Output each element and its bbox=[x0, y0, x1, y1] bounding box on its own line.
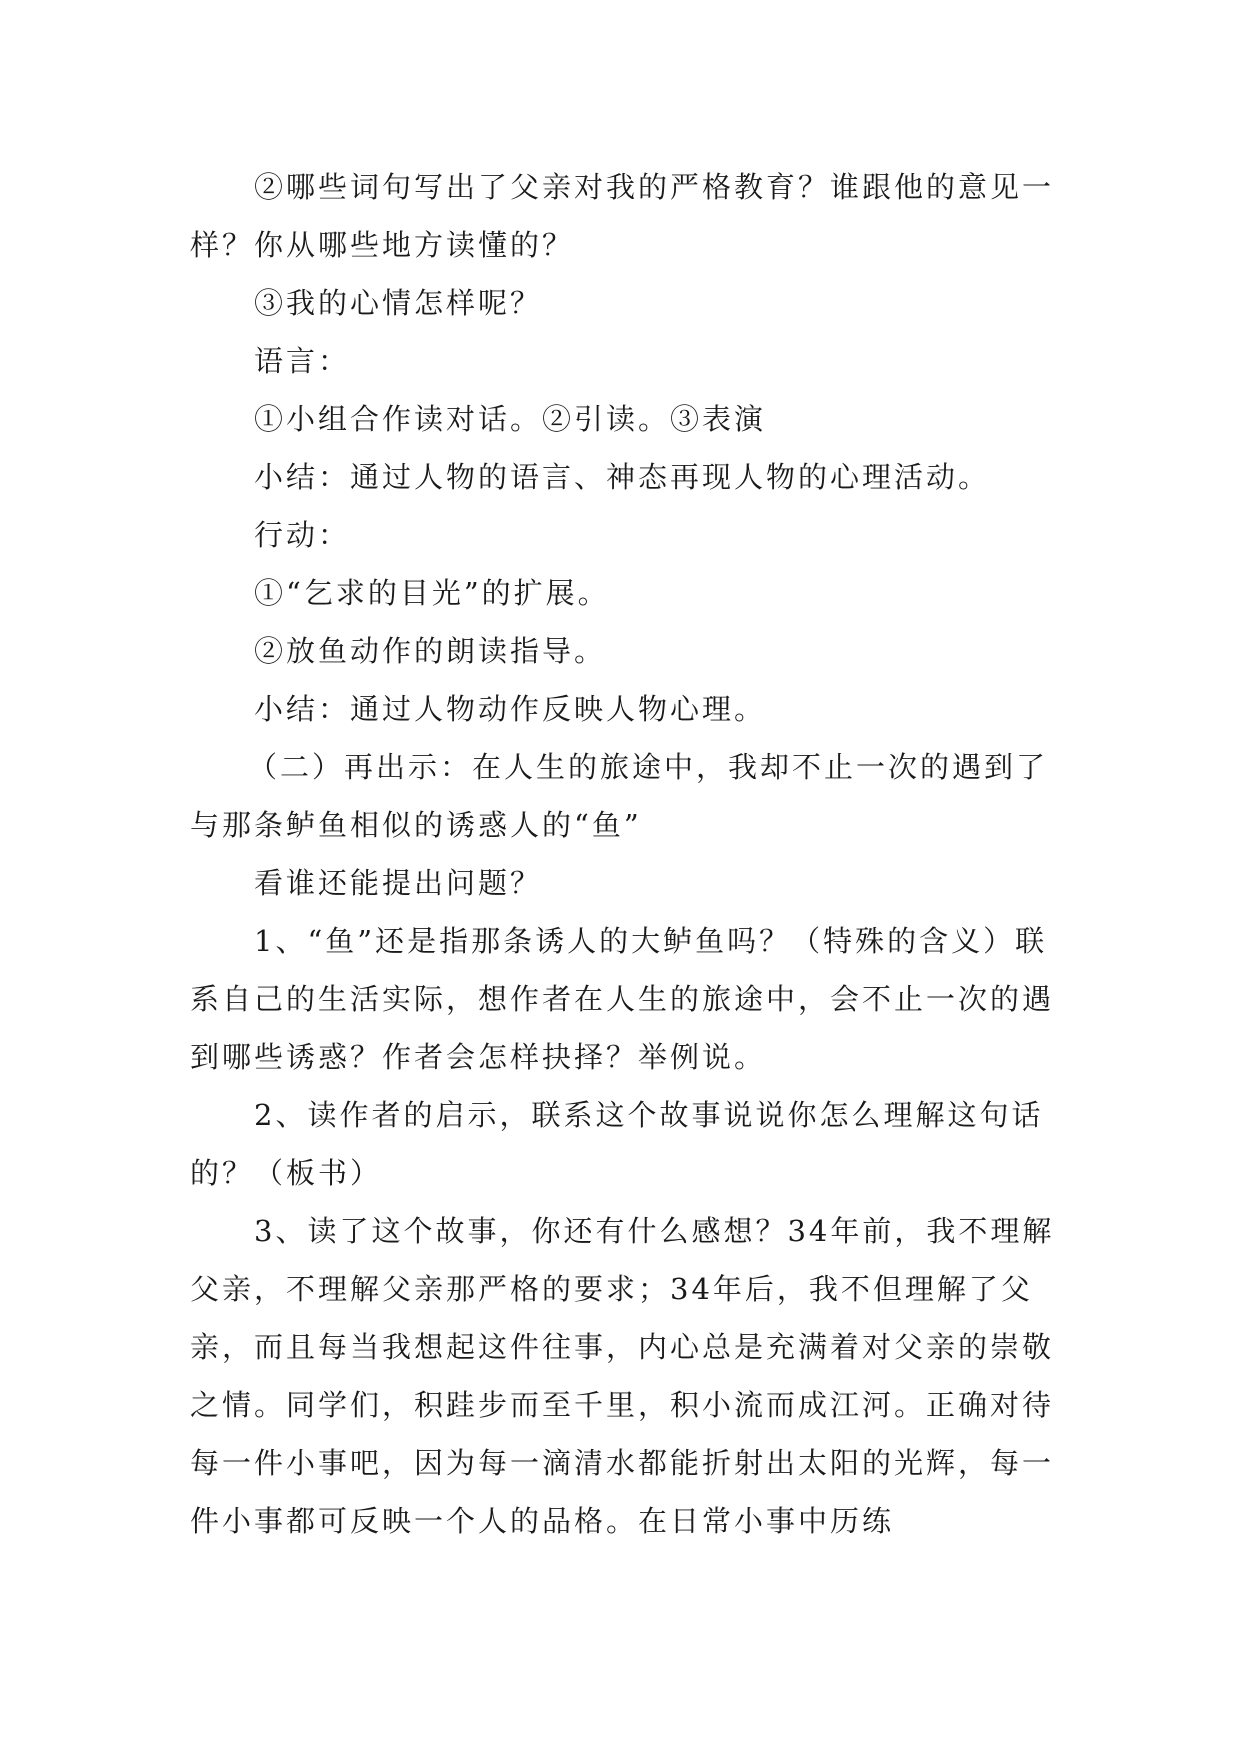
paragraph-ask-questions: 看谁还能提出问题？ bbox=[254, 866, 543, 900]
paragraph-question-2: ②哪些词句写出了父亲对我的严格教育？谁跟他的意见一样？你从哪些地方读懂的？ bbox=[190, 170, 1055, 262]
paragraph-language-heading: 语言： bbox=[254, 344, 351, 378]
paragraph-item-2: 2、读作者的启示，联系这个故事说说你怎么理解这句话的？（板书） bbox=[190, 1098, 1044, 1190]
paragraph-action-heading: 行动： bbox=[254, 518, 351, 552]
document-body bbox=[190, 158, 1060, 1550]
paragraph-language-activities: ①小组合作读对话。②引读。③表演 bbox=[254, 402, 767, 436]
paragraph-action-2: ②放鱼动作的朗读指导。 bbox=[254, 634, 607, 668]
paragraph-part-two: （二）再出示：在人生的旅途中，我却不止一次的遇到了与那条鲈鱼相似的诱惑人的“鱼” bbox=[190, 750, 1049, 842]
paragraph-question-3: ③我的心情怎样呢？ bbox=[254, 286, 543, 320]
paragraph-item-3: 3、读了这个故事，你还有什么感想？34年前，我不理解父亲，不理解父亲那严格的要求；34年后，我不但理解了父亲，而且每当我想起这件往事，内心总是充满着对父亲的崇敬之情。同学们，积跬步而至千里，积小流而成江河。正确对待每一件小事吧，因为每一滴清水都能折射出太阳的光辉，每一件小事都可反映一个人的品格。在日常小事中历练 bbox=[190, 1214, 1055, 1538]
paragraph-action-1: ①“乞求的目光”的扩展。 bbox=[254, 576, 610, 610]
paragraph-item-1: 1、“鱼”还是指那条诱人的大鲈鱼吗？（特殊的含义）联系自己的生活实际，想作者在人生的旅途中，会不止一次的遇到哪些诱惑？作者会怎样抉择？举例说。 bbox=[190, 924, 1055, 1074]
paragraph-summary-action: 小结：通过人物动作反映人物心理。 bbox=[254, 692, 767, 726]
paragraph-summary-language: 小结：通过人物的语言、神态再现人物的心理活动。 bbox=[254, 460, 991, 494]
